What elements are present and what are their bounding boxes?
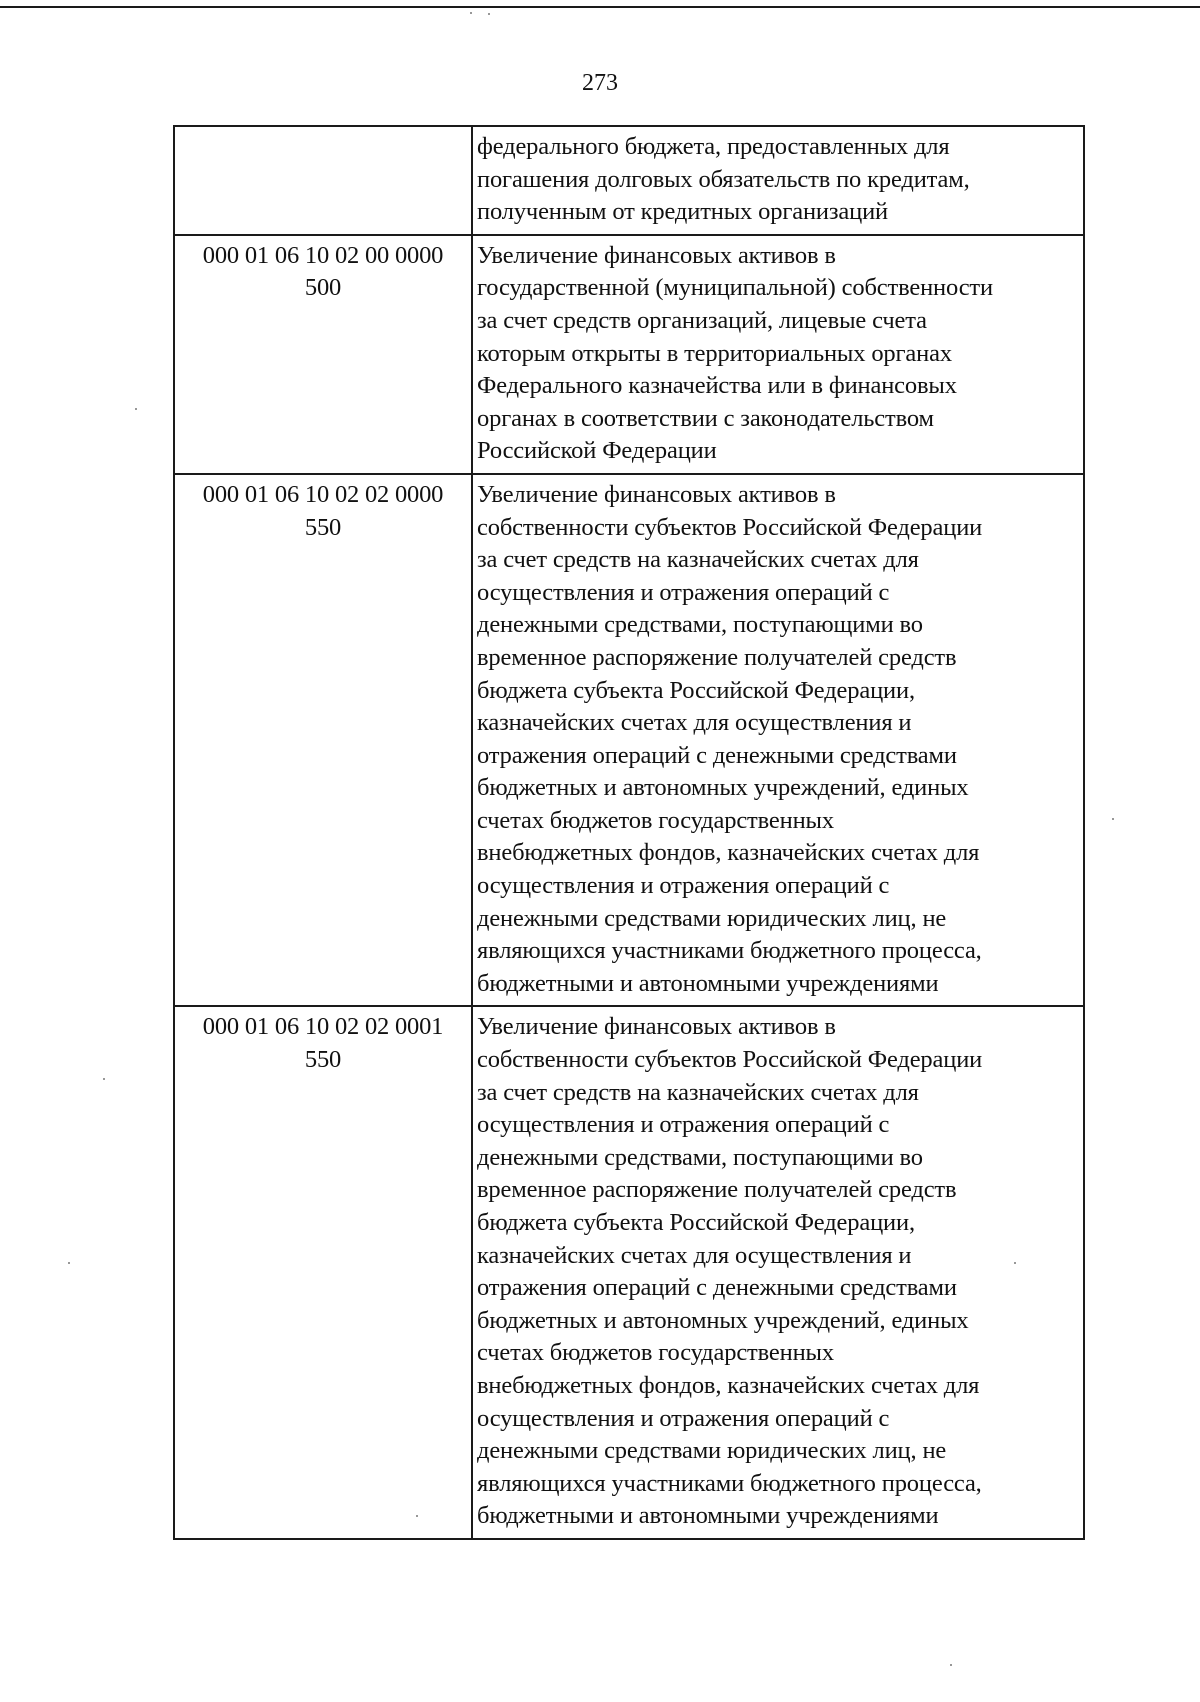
code-cell: 000 01 06 10 02 02 0000 550 — [174, 474, 472, 1007]
description-line: временное распоряжение получателей средств — [477, 643, 957, 671]
description-line: отражения операций с денежными средствами — [477, 1274, 957, 1302]
description-line: бюджетных и автономных учреждений, единых — [477, 774, 969, 802]
description-line: собственности субъектов Российской Федерации — [477, 513, 983, 541]
table-row — [174, 235, 1084, 474]
description-line: осуществления и отражения операций с — [477, 1111, 890, 1139]
description-cell — [472, 235, 1084, 474]
description-line: Федерального казначейства или в финансовых — [477, 372, 957, 400]
page-number: 273 — [582, 70, 618, 96]
scan-speck — [135, 408, 137, 410]
scan-speck — [103, 1078, 105, 1080]
description-line: собственности субъектов Российской Федерации — [477, 1046, 983, 1074]
description-line: временное распоряжение получателей средств — [477, 1176, 957, 1204]
description-line: бюджетными и автономными учреждениями — [477, 1502, 939, 1530]
description-line: являющихся участниками бюджетного процесса, — [477, 937, 982, 965]
code-cell: 000 01 06 10 02 02 0001 550 — [174, 1006, 472, 1539]
description-cell — [472, 1006, 1084, 1539]
scan-speck — [488, 13, 490, 15]
description-line: бюджетных и автономных учреждений, единых — [477, 1306, 969, 1334]
description-cell — [472, 474, 1084, 1007]
description-line: денежными средствами, поступающими во — [477, 1143, 923, 1171]
description-line: Российской Федерации — [477, 437, 717, 465]
budget-classification-table — [173, 125, 1085, 1540]
description-line: погашения долговых обязательств по кредитам, — [477, 165, 970, 193]
scan-speck — [470, 12, 472, 14]
scan-speck — [950, 1664, 952, 1666]
description-line: за счет средств организаций, лицевые счета — [477, 306, 927, 334]
description-line: казначейских счетах для осуществления и — [477, 1241, 912, 1269]
scan-speck — [68, 1262, 70, 1264]
scan-speck — [1112, 818, 1114, 820]
description-line: полученным от кредитных организаций — [477, 198, 888, 226]
table-row — [174, 474, 1084, 1007]
description-line: за счет средств на казначейских счетах для — [477, 546, 919, 574]
scan-edge-line — [0, 6, 1200, 8]
code-cell — [174, 126, 472, 235]
description-line: федерального бюджета, предоставленных для — [477, 133, 950, 160]
description-line: казначейских счетах для осуществления и — [477, 709, 912, 737]
description-line: которым открыты в территориальных органах — [477, 339, 952, 367]
description-line: Увеличение финансовых активов в — [477, 1013, 836, 1041]
description-cell — [472, 126, 1084, 235]
description-line: денежными средствами, поступающими во — [477, 611, 923, 639]
description-line: Увеличение финансовых активов в — [477, 241, 836, 269]
description-line: счетах бюджетов государственных — [477, 806, 834, 834]
description-line: Увеличение финансовых активов в — [477, 480, 836, 508]
description-line: государственной (муниципальной) собственности — [477, 274, 993, 302]
scan-speck — [1014, 1262, 1016, 1264]
description-line: бюджета субъекта Российской Федерации, — [477, 1209, 915, 1236]
code-cell: 000 01 06 10 02 00 0000 500 — [174, 235, 472, 474]
description-line: денежными средствами юридических лиц, не — [477, 904, 947, 932]
description-line: внебюджетных фондов, казначейских счетах для — [477, 1371, 980, 1399]
description-line: органах в соответствии с законодательством — [477, 404, 934, 432]
table-row — [174, 1006, 1084, 1539]
description-line: осуществления и отражения операций с — [477, 1404, 890, 1432]
description-line: осуществления и отражения операций с — [477, 872, 890, 900]
description-line: бюджета субъекта Российской Федерации, — [477, 676, 915, 704]
description-line: счетах бюджетов государственных — [477, 1339, 834, 1367]
table-row — [174, 126, 1084, 235]
description-line: являющихся участниками бюджетного процесса, — [477, 1469, 982, 1497]
scan-speck — [416, 1515, 418, 1517]
description-line: бюджетными и автономными учреждениями — [477, 969, 939, 997]
description-line: внебюджетных фондов, казначейских счетах для — [477, 839, 980, 867]
description-line: за счет средств на казначейских счетах для — [477, 1078, 919, 1106]
description-line: отражения операций с денежными средствами — [477, 741, 957, 769]
description-line: денежными средствами юридических лиц, не — [477, 1437, 947, 1465]
description-line: осуществления и отражения операций с — [477, 578, 890, 606]
